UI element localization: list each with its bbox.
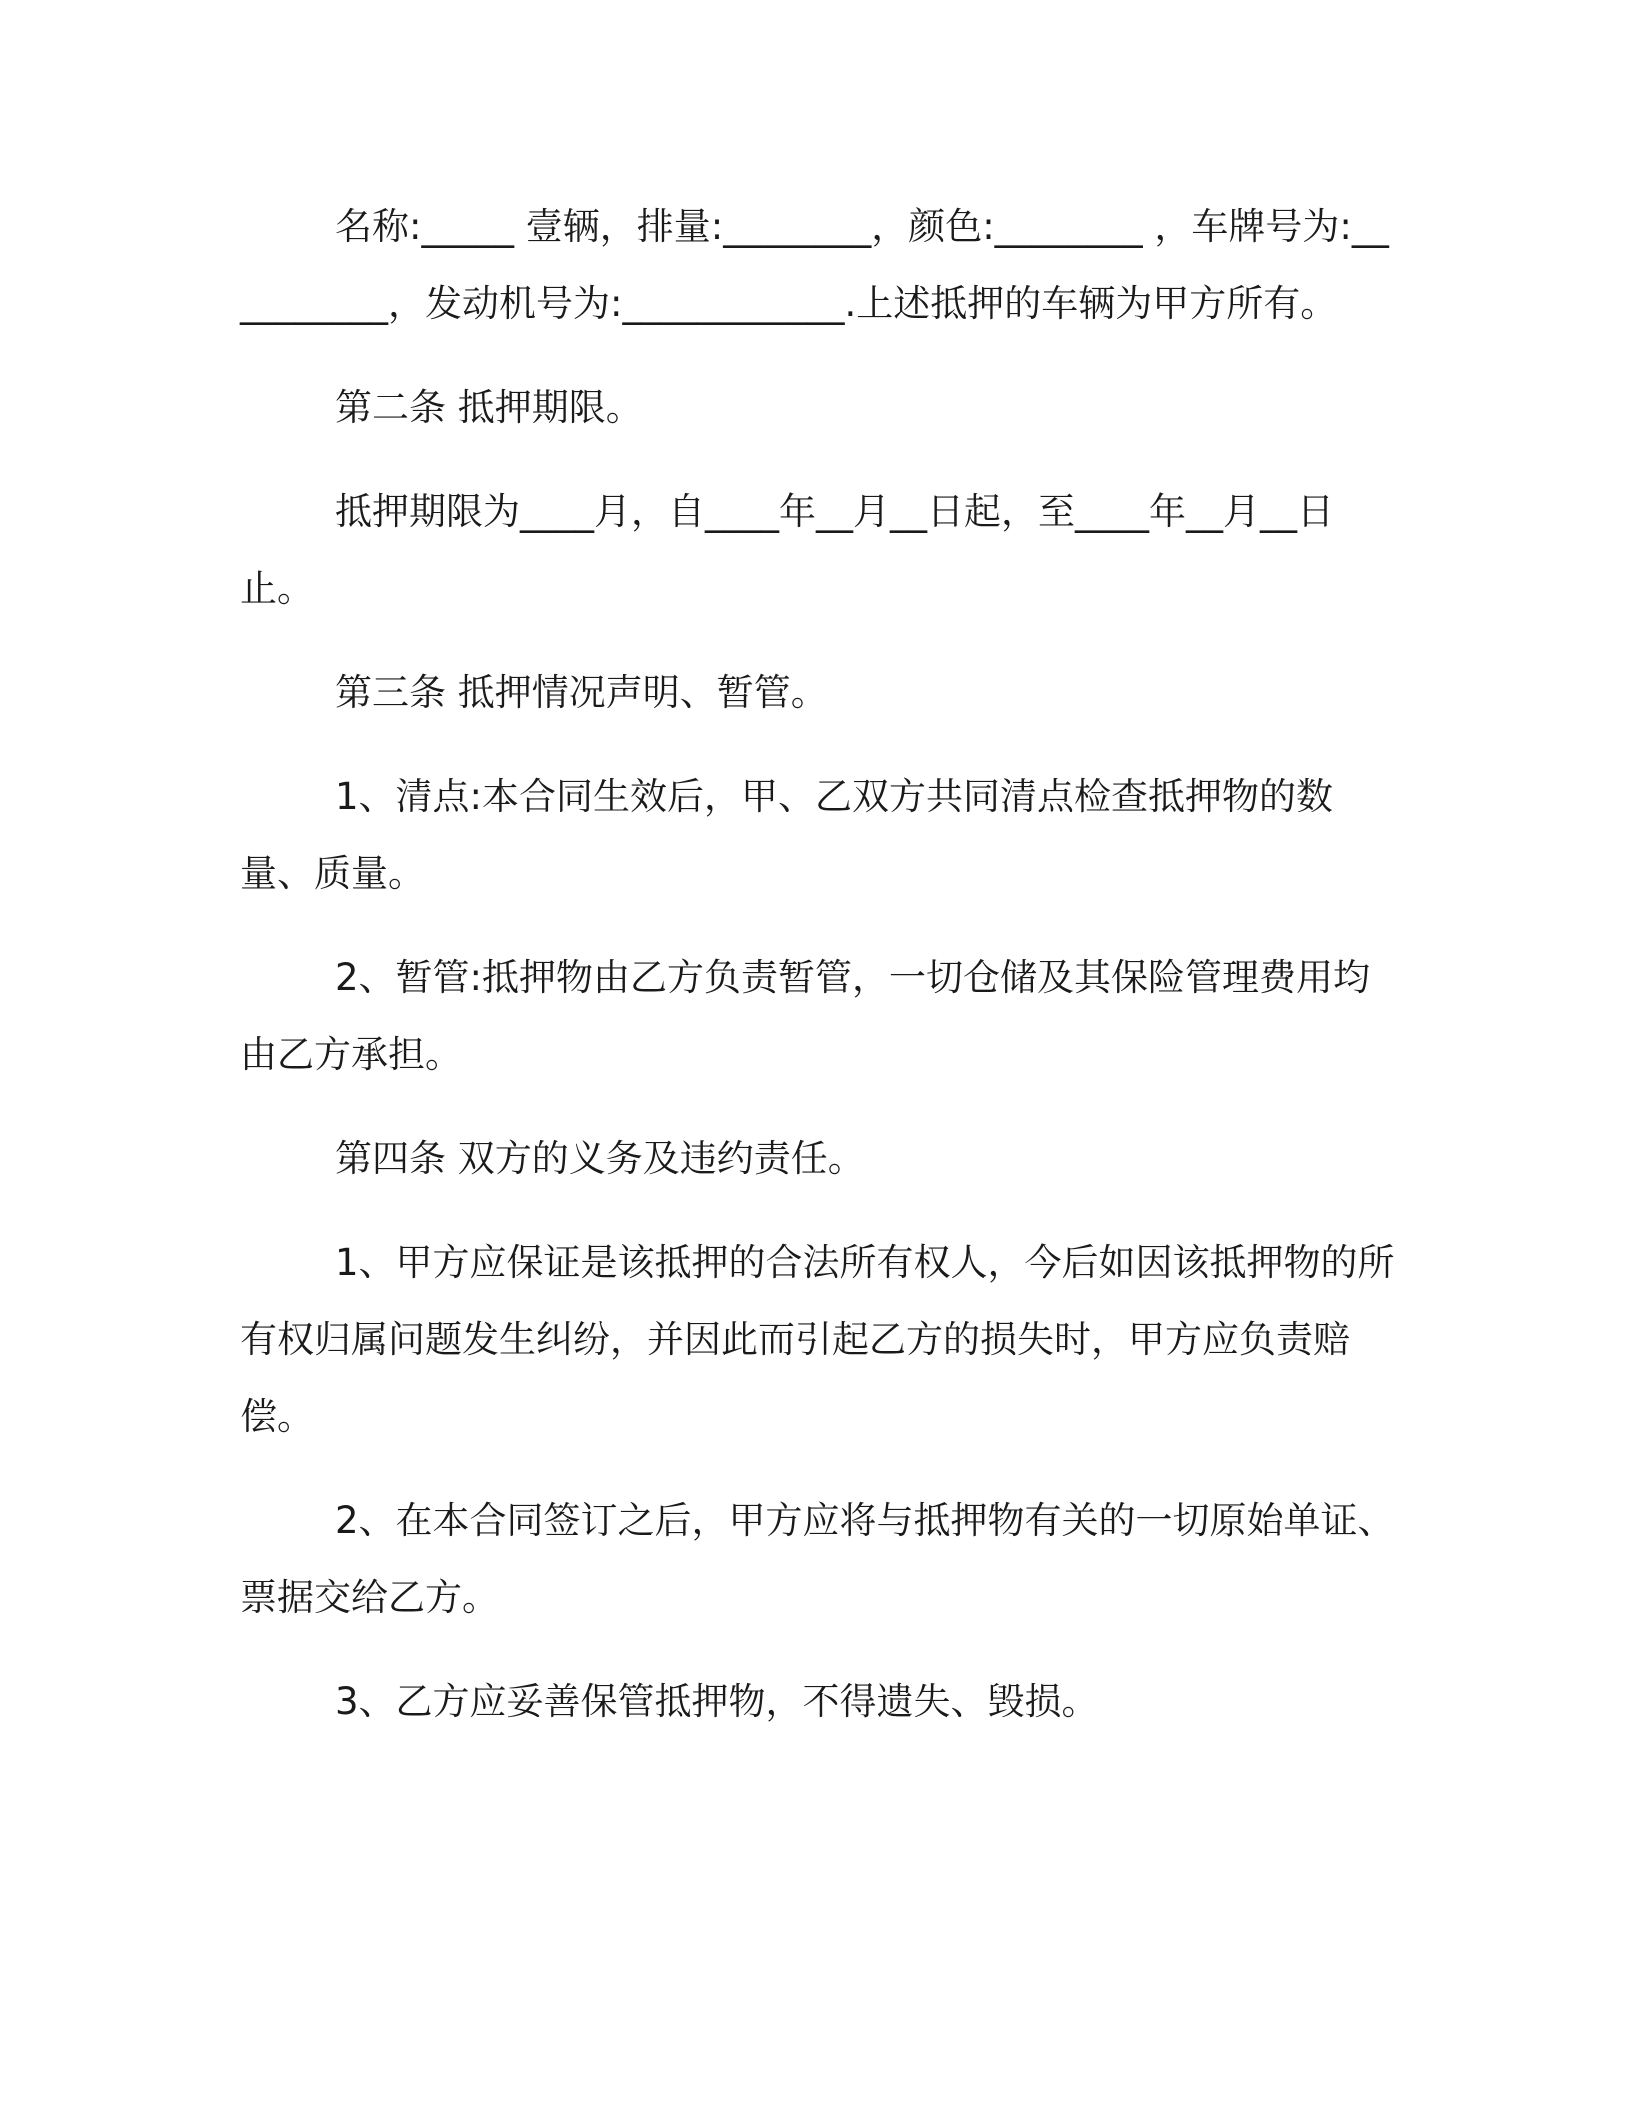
heading-article-4: 第四条 双方的义务及违约责任。 (335, 1137, 865, 1180)
paragraph-obligation-3: 3、乙方应妥善保管抵押物，不得遗失、毁损。 (335, 1680, 1099, 1723)
heading-article-2: 第二条 抵押期限。 (335, 386, 643, 429)
paragraph-vehicle-description: 名称:_____ 壹辆，排量:________，颜色:________ ，车牌号为:__________，发动机号为:____________.上述抵押的车辆为甲方所有。 (240, 205, 1389, 325)
heading-article-3: 第三条 抵押情况声明、暂管。 (335, 671, 828, 714)
paragraph-obligation-1: 1、甲方应保证是该抵押的合法所有权人，今后如因该抵押物的所有权归属问题发生纠纷，并因此而引起乙方的损失时，甲方应负责赔偿。 (240, 1241, 1395, 1438)
document-body (240, 188, 1400, 1767)
paragraph-custody: 2、暂管:抵押物由乙方负责暂管，一切仓储及其保险管理费用均由乙方承担。 (240, 956, 1371, 1076)
paragraph-obligation-2: 2、在本合同签订之后，甲方应将与抵押物有关的一切原始单证、票据交给乙方。 (240, 1499, 1395, 1619)
paragraph-mortgage-term: 抵押期限为____月，自____年__月__日起，至____年__月__日止。 (240, 490, 1334, 610)
paragraph-inventory: 1、清点:本合同生效后，甲、乙双方共同清点检查抵押物的数量、质量。 (240, 775, 1334, 895)
